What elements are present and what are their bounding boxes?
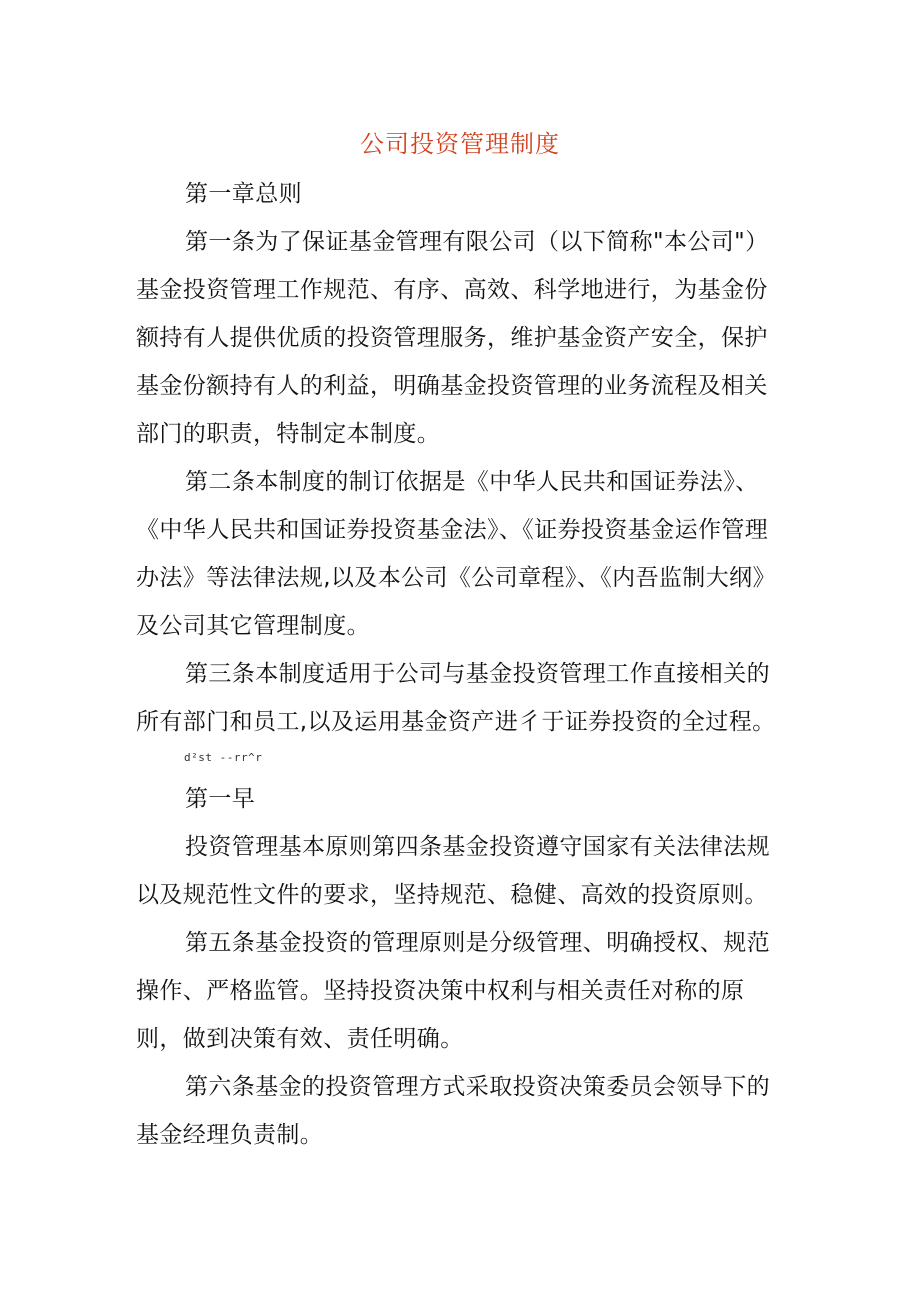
article-6-text: 第六条基金的投资管理方式采取投资决策委员会领导下的基金经理负责制。 [136,1074,770,1148]
article-5 [136,919,786,1063]
article-3 [136,650,786,746]
chapter-2-heading-text: 第一早 [185,786,256,812]
chapter-1-heading [136,170,786,218]
article-6 [136,1063,786,1159]
ocr-artifact-note: d²st --rr^r [184,751,263,764]
article-1-text: 第一条为了保证基金管理有限公司（以下简称"本公司"）基金投资管理工作规范、有序、高效、科学地进行，为基金份额持有人提供优质的投资管理服务，维护基金资产安全，保护基金份额持有人的利益，明确基金投资管理的业务流程及相关部门的职责，特制定本制度。 [136,229,769,447]
article-5-text: 第五条基金投资的管理原则是分级管理、明确授权、规范操作、严格监管。坚持投资决策中权利与相关责任对称的原则，做到决策有效、责任明确。 [136,930,770,1052]
document-title: 公司投资管理制度 [360,130,560,158]
chapter-2-heading [136,775,786,823]
chapter-1-heading-text: 第一章总则 [185,181,302,207]
article-1 [136,218,786,458]
article-2-text: 第二条本制度的制订依据是《中华人民共和国证券法》、《中华人民共和国证券投资基金法》、《证券投资基金运作管理办法》等法律法规,以及本公司《公司章程》、《内吾监制大纲》及公司其它管理制度。 [136,469,776,639]
article-4-text: 投资管理基本原则第四条基金投资遵守国家有关法律法规以及规范性文件的要求，坚持规范、稳健、高效的投资原则。 [136,834,770,908]
article-3-text: 第三条本制度适用于公司与基金投资管理工作直接相关的所有部门和员工,以及运用基金资产进彳于证券投资的全过程。 [136,661,776,735]
article-4 [136,823,786,919]
article-2 [136,458,786,650]
